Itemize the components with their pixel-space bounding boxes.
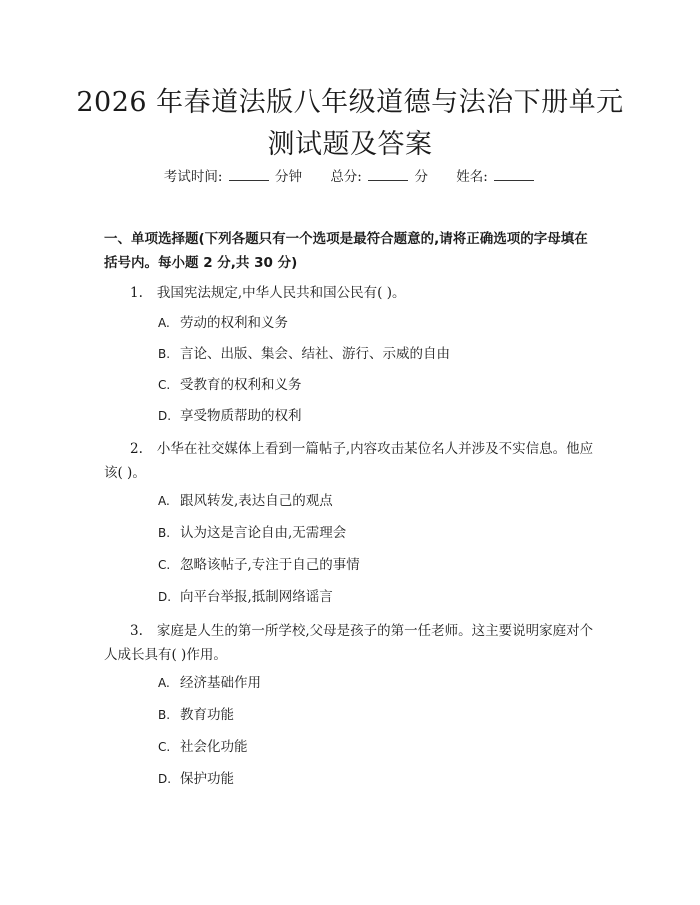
question-3-option-c: [158, 737, 248, 757]
option-text: 言论、出版、集会、结社、游行、示威的自由: [180, 346, 450, 362]
total-score-field: [330, 169, 432, 185]
exam-time-blank: [229, 168, 269, 181]
option-text: 忽略该帖子,专注于自己的事情: [180, 557, 360, 573]
option-letter: A.: [158, 316, 170, 330]
question-2-option-a: [158, 491, 333, 511]
question-2-option-d: [158, 587, 333, 607]
question-number: 2.: [130, 441, 143, 457]
question-1: [104, 281, 598, 305]
option-text: 向平台举报,抵制网络谣言: [180, 589, 333, 605]
option-letter: C.: [158, 558, 171, 572]
question-3-option-b: [158, 705, 234, 725]
option-letter: C.: [158, 740, 171, 754]
student-name-blank: [494, 168, 534, 181]
option-text: 跟风转发,表达自己的观点: [180, 493, 333, 509]
exam-time-label: 考试时间:: [163, 169, 223, 185]
option-letter: C.: [158, 378, 171, 392]
question-2-option-c: [158, 555, 360, 575]
question-3-option-a: [158, 673, 261, 693]
option-letter: D.: [158, 409, 172, 423]
question-1-option-a: [158, 313, 288, 333]
question-text: 我国宪法规定,中华人民共和国公民有( )。: [156, 285, 406, 301]
option-letter: B.: [158, 708, 171, 722]
section-heading: 一、单项选择题(下列各题只有一个选项是最符合题意的,请将正确选项的字母填在括号内。每小题 2 分,共 30 分): [104, 231, 588, 271]
option-text: 经济基础作用: [180, 675, 261, 691]
option-text: 劳动的权利和义务: [180, 315, 288, 331]
question-1-option-c: [158, 375, 302, 395]
total-score-unit: 分: [414, 169, 428, 185]
option-text: 教育功能: [180, 707, 234, 723]
title-line-2: 测试题及答案: [267, 129, 433, 160]
question-number: 3.: [130, 623, 143, 639]
option-letter: D.: [158, 590, 172, 604]
option-text: 保护功能: [180, 771, 234, 787]
question-2: [104, 437, 598, 485]
option-text: 认为这是言论自由,无需理会: [180, 525, 347, 541]
total-score-blank: [368, 168, 408, 181]
question-1-option-b: [158, 344, 450, 364]
title-line-1: 2026 年春道法版八年级道德与法治下册单元: [76, 87, 624, 118]
option-text: 享受物质帮助的权利: [180, 408, 302, 424]
exam-info-row: [0, 166, 700, 188]
option-letter: A.: [158, 676, 170, 690]
exam-time-field: [164, 169, 306, 185]
question-text: 小华在社交媒体上看到一篇帖子,内容攻击某位名人并涉及不实信息。他应该( )。: [104, 441, 594, 481]
question-2-option-b: [158, 523, 346, 543]
student-name-label: 姓名:: [456, 169, 488, 185]
student-name-field: [456, 169, 536, 185]
option-letter: A.: [158, 494, 170, 508]
question-1-option-d: [158, 406, 302, 426]
option-text: 社会化功能: [180, 739, 248, 755]
option-letter: D.: [158, 772, 172, 786]
option-letter: B.: [158, 526, 171, 540]
page-title: [60, 82, 640, 166]
question-3: [104, 619, 598, 667]
exam-time-unit: 分钟: [275, 169, 303, 185]
option-letter: B.: [158, 347, 171, 361]
question-number: 1.: [130, 285, 143, 301]
total-score-label: 总分:: [330, 169, 362, 185]
question-text: 家庭是人生的第一所学校,父母是孩子的第一任老师。这主要说明家庭对个人成长具有( )作用。: [104, 623, 594, 663]
question-3-option-d: [158, 769, 234, 789]
option-text: 受教育的权利和义务: [180, 377, 302, 393]
